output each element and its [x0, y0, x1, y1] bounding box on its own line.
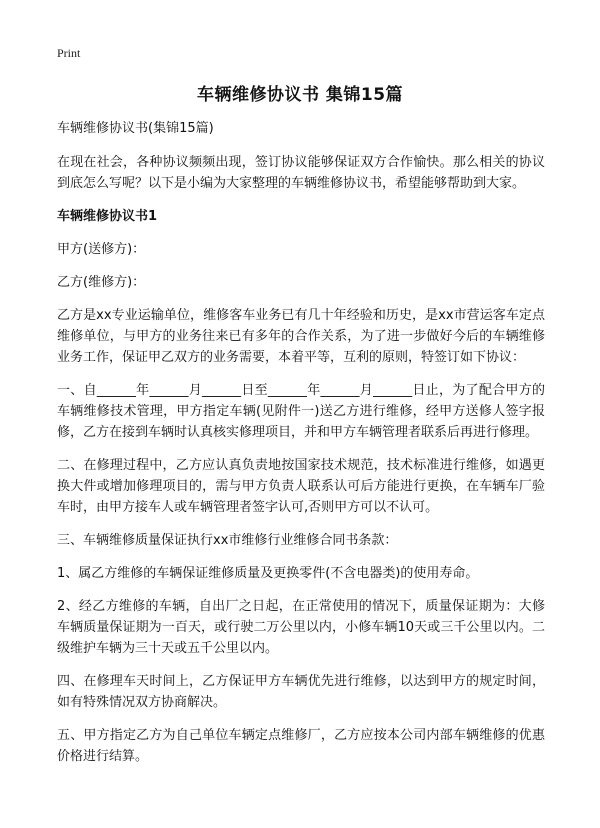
clause-paragraph: 乙方是xx专业运输单位，维修客车业务已有几十年经验和历史，是xx市营运客车定点维修单位，与甲方的业务往来已有多年的合作关系，为了进一步做好今后的车辆维修业务工作，保证甲乙双方的业务需要，本着平等，互利的原则，特签订如下协议：	[57, 308, 545, 365]
page-title: 车辆维修协议书 集锦15篇	[196, 85, 404, 105]
clause-paragraph: 五、甲方指定乙方为自己单位车辆定点维修厂，乙方应按本公司内部车辆维修的优惠价格进行结算。	[57, 728, 545, 764]
document-subtitle: 车辆维修协议书(集锦15篇)	[57, 121, 214, 136]
intro-paragraph: 在现在社会，各种协议频频出现，签订协议能够保证双方合作愉快。那么相关的协议到底怎么写呢？以下是小编为大家整理的车辆维修协议书，希望能够帮助到大家。	[57, 155, 545, 191]
section-heading: 车辆维修协议书1	[57, 209, 158, 224]
document-body	[57, 118, 545, 779]
clause-paragraph: 一、自______年______月______日至______年______月______日止，为了配合甲方的车辆维修技术管理，甲方指定车辆(见附件一)送乙方进行维修，经甲方送修人签字报修，乙方在接到车辆时认真核实修理项目，并和甲方车辆管理者联系后再进行修理。	[57, 383, 545, 440]
clause-paragraph: 2、经乙方维修的车辆，自出厂之日起，在正常使用的情况下，质量保证期为：大修车辆质量保证期为一百天，或行驶二万公里以内，小修车辆10天或三千公里以内。二级维护车辆为三十天或五千公里以内。	[57, 599, 545, 656]
clause-paragraph: 二、在修理过程中，乙方应认真负责地按国家技术规范，技术标准进行维修，如遇更换大件或增加修理项目的，需与甲方负责人联系认可后方能进行更换，在车辆车厂验车时，由甲方接车人或车辆管理者签字认可,否则甲方可以不认可。	[57, 458, 545, 515]
clause-paragraph: 三、车辆维修质量保证执行xx市维修行业维修合同书条款：	[57, 533, 398, 548]
print-link[interactable]: Print	[57, 46, 81, 60]
party-a-line: 甲方(送修方)：	[57, 242, 146, 257]
clause-paragraph: 1、属乙方维修的车辆保证维修质量及更换零件(不含电器类)的使用寿命。	[57, 566, 479, 581]
party-b-line: 乙方(维修方)：	[57, 275, 146, 290]
clause-paragraph: 四、在修理车天时间上，乙方保证甲方车辆优先进行维修，以达到甲方的规定时间，如有特殊情况双方协商解决。	[57, 674, 545, 710]
